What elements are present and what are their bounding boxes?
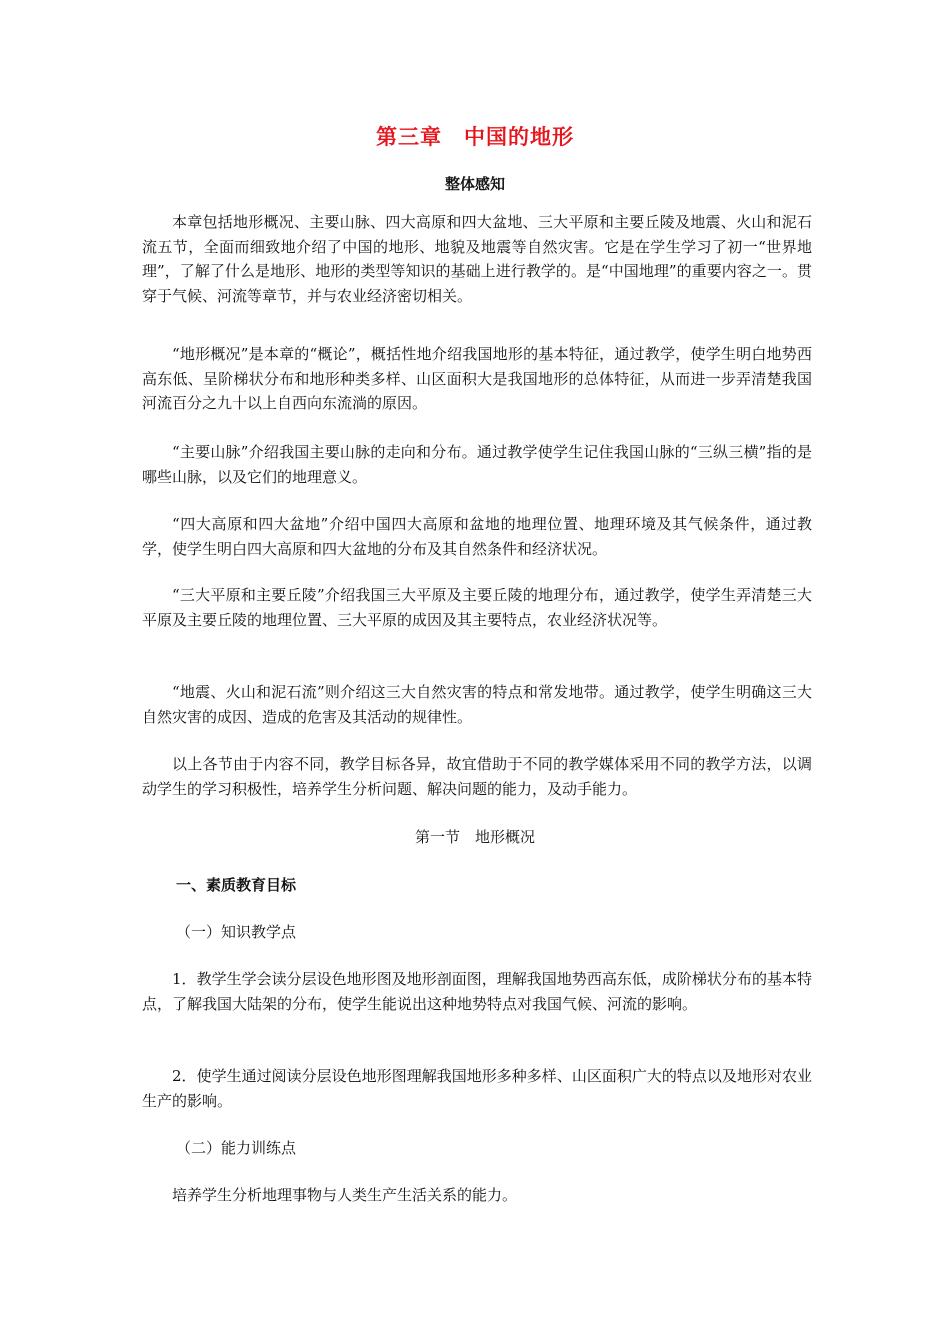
overview-heading: 整体感知 [444,175,505,193]
paragraph-plateaus-basins: “四大高原和四大盆地”介绍中国四大高原和盆地的地理位置、地理环境及其气候条件，通过教学，使学生明白四大高原和四大盆地的分布及其自然条件和经济状况。 [142,515,812,558]
paragraph-teaching-methods: 以上各节由于内容不同，教学目标各异，故宜借助于不同的教学媒体采用不同的教学方法，以调动学生的学习积极性，培养学生分析问题、解决问题的能力，及动手能力。 [142,755,812,798]
knowledge-point-1: 1．教学生学会读分层设色地形图及地形剖面图，理解我国地势西高东低，成阶梯状分布的基本特点，了解我国大陆架的分布，使学生能说出这种地势特点对我国气候、河流的影响。 [142,970,812,1013]
knowledge-point-2: 2．使学生通过阅读分层设色地形图理解我国地形多种多样、山区面积广大的特点以及地形对农业生产的影响。 [142,1067,812,1110]
paragraph-disasters: “地震、火山和泥石流”则介绍这三大自然灾害的特点和常发地带。通过教学，使学生明确这三大自然灾害的成因、造成的危害及其活动的规律性。 [142,683,812,726]
heading-ability-points: （二）能力训练点 [176,1139,297,1157]
heading-knowledge-points: （一）知识教学点 [176,923,297,941]
ability-text: 培养学生分析地理事物与人类生产生活关系的能力。 [172,1186,518,1204]
paragraph-main-mountains: “主要山脉”介绍我国主要山脉的走向和分布。通过教学使学生记住我国山脉的“三纵三横”指的是哪些山脉，以及它们的地理意义。 [142,443,812,486]
intro-paragraph: 本章包括地形概况、主要山脉、四大高原和四大盆地、三大平原和主要丘陵及地震、火山和泥石流五节，全面而细致地介绍了中国的地形、地貌及地震等自然灾害。它是在学生学习了初一“世界地理”，了解了什么是地形、地形的类型等知识的基础上进行教学的。是“中国地理”的重要内容之一。贯穿于气候、河流等章节，并与农业经济密切相关。 [142,213,812,305]
section-title: 第一节 地形概况 [414,828,535,846]
heading-quality-goals: 一、素质教育目标 [176,876,297,894]
paragraph-plains-hills: “三大平原和主要丘陵”介绍我国三大平原及主要丘陵的地理分布，通过教学，使学生弄清楚三大平原及主要丘陵的地理位置、三大平原的成因及其主要特点，农业经济状况等。 [142,586,812,629]
chapter-title: 第三章 中国的地形 [376,124,574,149]
paragraph-terrain-overview: “地形概况”是本章的“概论”，概括性地介绍我国地形的基本特征，通过教学，使学生明白地势西高东低、呈阶梯状分布和地形种类多样、山区面积大是我国地形的总体特征，从而进一步弄清楚我国河流百分之九十以上自西向东流淌的原因。 [142,345,812,412]
